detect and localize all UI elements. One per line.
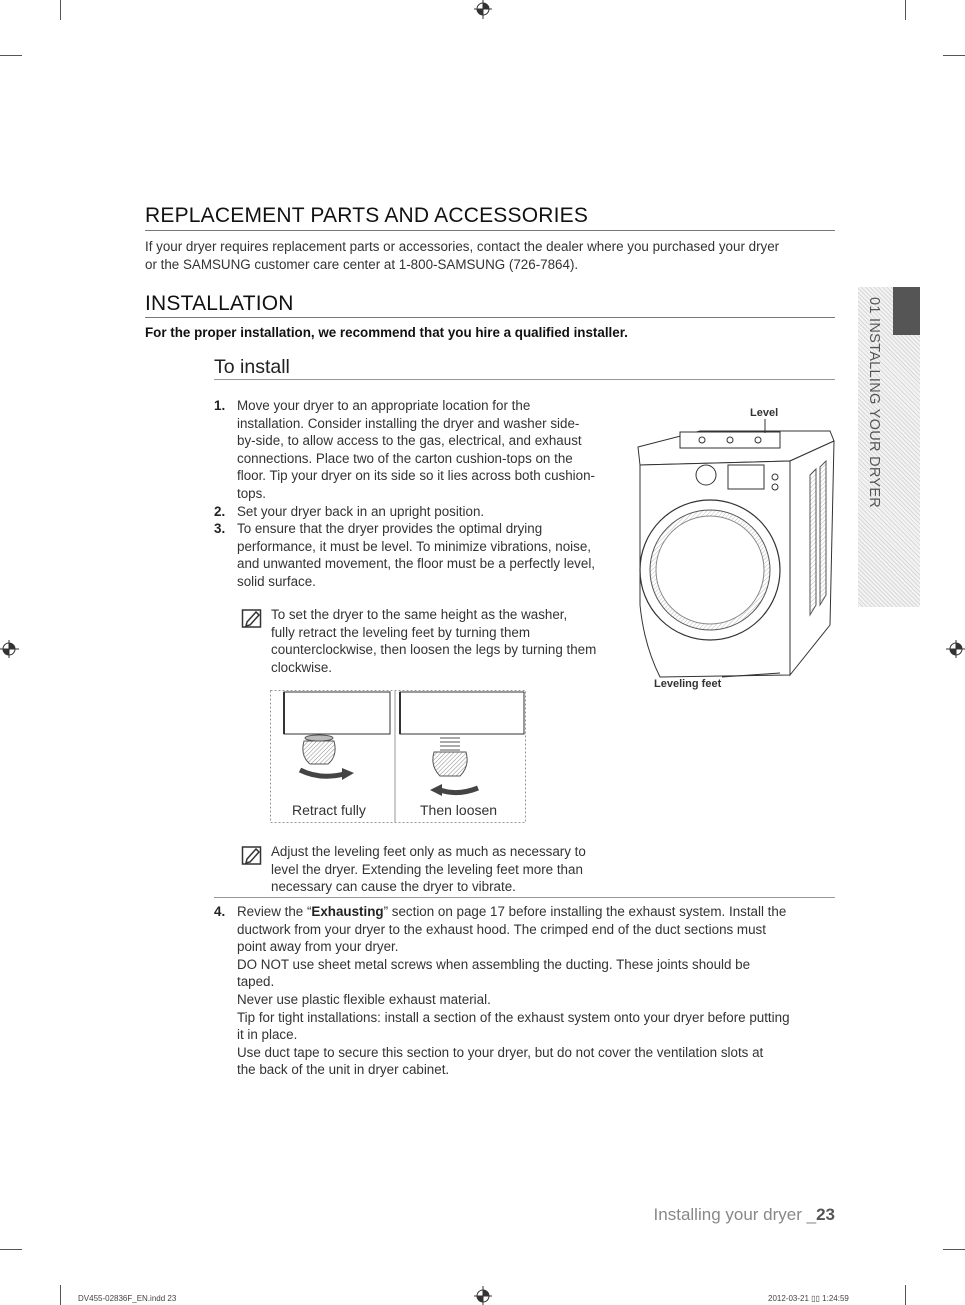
- note-set-height: [271, 606, 641, 676]
- label-level: Level: [750, 407, 779, 419]
- crop-mark: [943, 1249, 965, 1250]
- exhausting-link-text: Exhausting: [311, 904, 384, 919]
- step-line: by-side, to allow access to the gas, electrical, and exhaust: [237, 433, 582, 449]
- step-line: Set your dryer back in an upright position.: [237, 503, 485, 519]
- step-line: connections. Place two of the carton cushion-tops on the: [237, 450, 573, 466]
- section-rule: [145, 317, 835, 318]
- step-line: DO NOT use sheet metal screws when assembling the ducting. These joints should be: [237, 956, 751, 972]
- replacement-body-line: or the SAMSUNG customer care center at 1-800-SAMSUNG (726-7864).: [145, 257, 579, 272]
- step-line: and unwanted movement, the floor must be a perfectly level,: [237, 556, 596, 572]
- registration-mark-icon: [0, 638, 22, 660]
- replacement-body-line: If your dryer requires replacement parts or accessories, contact the dealer where you purchased your dryer: [145, 239, 780, 254]
- step-number: 4.: [214, 904, 226, 919]
- page-number: 23: [816, 1205, 835, 1224]
- crop-mark: [943, 55, 965, 56]
- note-pencil-icon: [241, 607, 263, 629]
- note-line: To set the dryer to the same height as the washer,: [271, 607, 568, 622]
- step-number: 1.: [214, 398, 226, 413]
- step-number: 3.: [214, 521, 226, 537]
- step-line: point away from your dryer.: [237, 939, 399, 955]
- note-line: level the dryer. Extending the leveling feet more than: [271, 861, 583, 877]
- crop-mark: [905, 1285, 906, 1305]
- note-line: necessary can cause the dryer to vibrate.: [271, 879, 516, 895]
- installer-recommendation: For the proper installation, we recommend that you hire a qualified installer.: [145, 325, 628, 340]
- footer-title-text: Installing your dryer _: [653, 1205, 817, 1224]
- crop-mark: [905, 0, 906, 20]
- step-line: To ensure that the dryer provides the optimal drying: [237, 521, 543, 537]
- step-line: Use duct tape to secure this section to your dryer, but do not cover the ventilation slots at: [237, 1044, 764, 1060]
- chapter-side-label: [866, 297, 890, 557]
- step-line: Never use plastic flexible exhaust material.: [237, 991, 491, 1007]
- section-rule: [145, 230, 835, 231]
- step-line: installation. Consider installing the dryer and washer side-: [237, 415, 580, 431]
- subhead-to-install: To install: [214, 356, 290, 378]
- registration-mark-icon: [472, 0, 494, 22]
- crop-mark: [60, 1285, 61, 1305]
- note-line: fully retract the leveling feet by turning them: [271, 624, 531, 640]
- step-item: [214, 520, 634, 590]
- chapter-side-text: 01 INSTALLING YOUR DRYER: [866, 297, 882, 509]
- step-line: taped.: [237, 974, 275, 990]
- print-slug-right: 2012-03-21 ▯▯ 1:24:59: [768, 1294, 849, 1303]
- step-line: solid surface.: [237, 573, 316, 589]
- step-line: it in place.: [237, 1027, 298, 1043]
- note-line: clockwise.: [271, 659, 333, 675]
- step-item-4: [214, 903, 844, 1079]
- step-item: [214, 397, 634, 503]
- caption-loosen: Then loosen: [420, 802, 498, 818]
- section-title-installation: INSTALLATION: [145, 292, 294, 315]
- step-divider: [214, 897, 835, 898]
- print-slug-left: DV455-02836F_EN.indd 23: [78, 1294, 177, 1303]
- registration-mark-icon: [943, 638, 965, 660]
- step-line: Tip for tight installations: install a section of the exhaust system onto your dryer before putting: [237, 1009, 790, 1025]
- subhead-rule: [214, 379, 835, 380]
- step-line: Move your dryer to an appropriate location for the: [237, 398, 531, 413]
- step-line: tops.: [237, 485, 267, 501]
- side-tab-marker: [893, 287, 920, 335]
- crop-mark: [0, 1249, 22, 1250]
- footer-page-title: [654, 1205, 835, 1225]
- step-line: floor. Tip your dryer on its side so it lies across both cushion-: [237, 468, 595, 484]
- step-line: the back of the unit in dryer cabinet.: [237, 1062, 450, 1078]
- note-line: Adjust the leveling feet only as much as necessary to: [271, 844, 586, 859]
- install-steps: [214, 397, 634, 591]
- step-line: ” section on page 17 before installing the exhaust system. Install the: [383, 904, 787, 919]
- step-line: performance, it must be level. To minimize vibrations, noise,: [237, 538, 592, 554]
- caption-retract: Retract fully: [292, 802, 366, 818]
- crop-mark: [0, 55, 22, 56]
- step-number: 2.: [214, 503, 226, 519]
- step-line: Review the “: [237, 904, 312, 919]
- step-line: ductwork from your dryer to the exhaust hood. The crimped end of the duct sections must: [237, 921, 766, 937]
- section-title-replacement: REPLACEMENT PARTS AND ACCESSORIES: [145, 204, 589, 227]
- crop-mark: [60, 0, 61, 20]
- step-item: [214, 503, 634, 521]
- note-line: counterclockwise, then loosen the legs by turning them: [271, 642, 597, 658]
- label-leveling-feet: Leveling feet: [654, 678, 722, 690]
- note-pencil-icon: [241, 844, 263, 866]
- dryer-illustration: [630, 405, 842, 690]
- registration-mark-icon: [472, 1283, 494, 1305]
- note-adjust-feet: [271, 843, 641, 896]
